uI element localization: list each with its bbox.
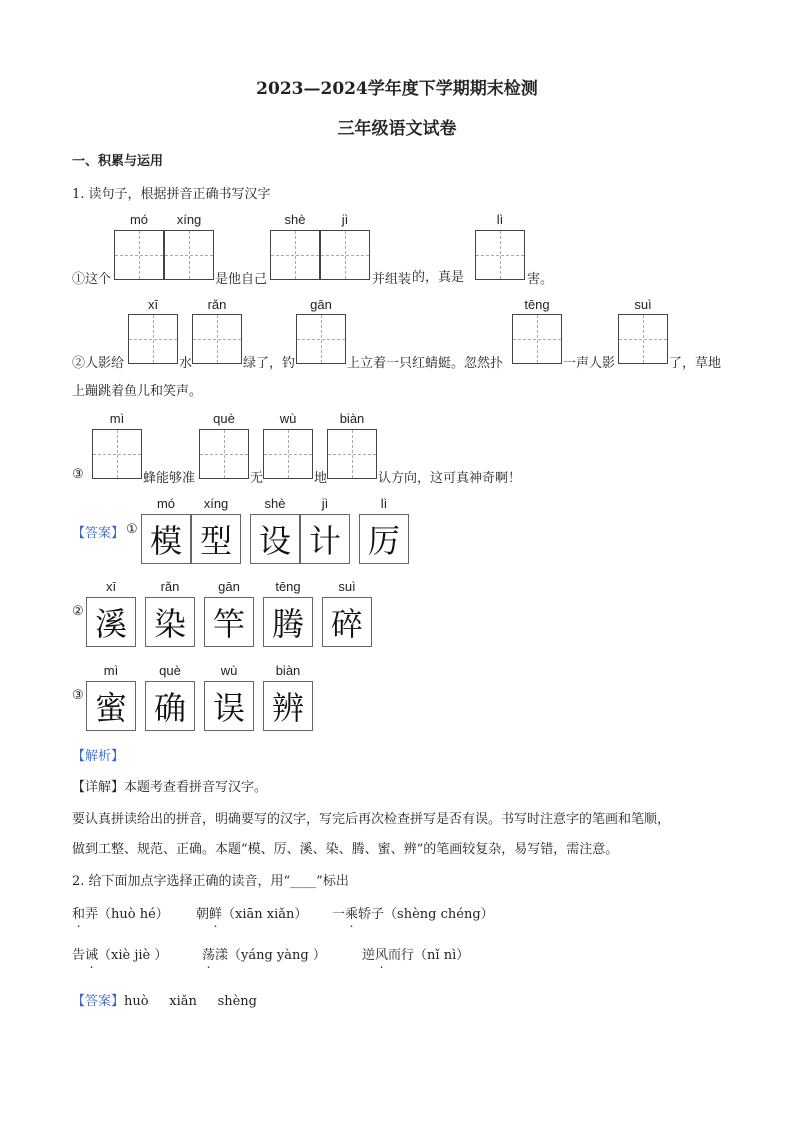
sentence-text: 害。 (527, 272, 554, 287)
item-prefix: 告 (72, 948, 86, 963)
answer-char-box: 计 (300, 514, 350, 564)
pinyin: jì (321, 496, 329, 511)
section-heading: 一、积累与运用 (72, 154, 164, 169)
writing-box[interactable] (270, 230, 320, 280)
item-options: 漾（yáng yàng ） (215, 948, 326, 963)
pinyin: wù (279, 411, 297, 426)
pinyin: mì (109, 411, 125, 426)
pinyin: rǎn (207, 297, 227, 312)
item-options: （xiè jiè ） (98, 948, 168, 963)
pinyin: xíng (203, 496, 229, 511)
dotted-char: 诫 (85, 948, 99, 963)
sentence-text: 上蹦跳着鱼儿和笑声。 (72, 384, 203, 399)
writing-box[interactable] (263, 429, 313, 479)
detail-text: 【详解】本题考查看拼音写汉字。 (72, 780, 268, 795)
answer-char-box: 型 (191, 514, 241, 564)
answer-char-box: 溪 (86, 597, 136, 647)
sentence-text: 是他自己 (215, 272, 268, 287)
writing-box[interactable] (114, 230, 164, 280)
answer-char-box: 碎 (322, 597, 372, 647)
writing-box[interactable] (475, 230, 525, 280)
writing-box[interactable] (199, 429, 249, 479)
answer-marker: ③ (72, 688, 84, 703)
answer-char-box: 设 (250, 514, 300, 564)
sentence-text: 了，草地 (669, 356, 722, 371)
pronunciation-item[interactable] (202, 944, 326, 963)
answer-char-box: 辨 (263, 681, 313, 731)
page-title: 2023—2024学年度下学期期末检测 (256, 79, 538, 99)
pronunciation-item[interactable] (332, 903, 494, 922)
sentence-text: 一声人影 (563, 356, 616, 371)
sentence-text: 蜂能够准 (143, 471, 196, 486)
answer-value: xiǎn (169, 994, 197, 1009)
dotted-char: 风 (375, 948, 389, 963)
pinyin: tēng (275, 579, 301, 594)
pinyin: suì (634, 297, 652, 312)
answer-marker: ① (126, 522, 138, 537)
item-options: 弄（huò hé） (85, 907, 169, 922)
pinyin: mì (103, 663, 119, 678)
sentence-text: ②人影给 (72, 356, 125, 371)
pinyin: gān (218, 579, 240, 594)
sentence-text: ③ (72, 467, 84, 482)
pinyin: shè (284, 212, 306, 227)
sentence-text: 并组装 (372, 272, 412, 287)
item-prefix: 一 (332, 907, 346, 922)
question-2-prompt: 2. 给下面加点字选择正确的读音，用“____”标出 (72, 874, 349, 889)
page-subtitle: 三年级语文试卷 (337, 119, 457, 139)
sentence-text: ①这个 (72, 272, 112, 287)
writing-box[interactable] (512, 314, 562, 364)
pinyin: wù (220, 663, 238, 678)
writing-box[interactable] (92, 429, 142, 479)
sentence-text: 上立着一只红蜻蜓。忽然扑 (347, 356, 504, 371)
answer-value: huò (124, 994, 149, 1009)
sentence-text: 地 (314, 471, 328, 486)
sentence-text: 的，真是 (412, 270, 465, 285)
writing-box[interactable] (327, 429, 377, 479)
answer-char-box: 竿 (204, 597, 254, 647)
pinyin: lì (496, 212, 504, 227)
sentence-text: 水 (179, 356, 193, 371)
item-options: 而行（nǐ nì） (388, 948, 470, 963)
pinyin: shè (264, 496, 286, 511)
pinyin: suì (338, 579, 356, 594)
writing-box[interactable] (128, 314, 178, 364)
question-1-prompt: 1. 读句子，根据拼音正确书写汉字 (72, 187, 271, 202)
writing-box[interactable] (618, 314, 668, 364)
pinyin: jì (341, 212, 349, 227)
pronunciation-item[interactable] (196, 903, 307, 922)
item-options: （xiān xiǎn） (222, 907, 308, 922)
pinyin: què (159, 663, 181, 678)
writing-box[interactable] (320, 230, 370, 280)
dotted-char: 鲜 (209, 907, 223, 922)
analysis-label: 【解析】 (72, 749, 125, 764)
answer-char-box: 模 (141, 514, 191, 564)
answer-char-box: 染 (145, 597, 195, 647)
answer-value: shèng (217, 994, 257, 1009)
answer-marker: ② (72, 604, 84, 619)
answer-char-box: 腾 (263, 597, 313, 647)
item-prefix: 逆 (362, 948, 376, 963)
pinyin: tēng (524, 297, 550, 312)
writing-box[interactable] (192, 314, 242, 364)
pinyin: xíng (176, 212, 202, 227)
sentence-text: 认方向，这可真神奇啊！ (378, 471, 522, 486)
dotted-char: 和 (72, 907, 86, 922)
sentence-text: 无 (250, 471, 264, 486)
answer-label: 【答案】 (72, 526, 125, 541)
pinyin: què (213, 411, 235, 426)
pinyin: biàn (339, 411, 365, 426)
pronunciation-item[interactable] (72, 944, 167, 963)
answer-char-box: 厉 (359, 514, 409, 564)
dotted-char: 乘 (345, 907, 359, 922)
sentence-text: 绿了，钓 (243, 356, 296, 371)
pinyin: xī (147, 297, 159, 312)
pinyin: lì (380, 496, 388, 511)
pronunciation-item[interactable] (72, 903, 169, 922)
answer-char-box: 误 (204, 681, 254, 731)
dotted-char: 荡 (202, 948, 216, 963)
pinyin: xī (105, 579, 117, 594)
explanation-line: 做到工整、规范、正确。本题“模、厉、溪、染、腾、蜜、辨”的笔画较复杂，易写错，需注意。 (72, 842, 619, 857)
pinyin: rǎn (160, 579, 180, 594)
pinyin: biàn (275, 663, 301, 678)
item-prefix: 朝 (196, 907, 210, 922)
pronunciation-item[interactable] (362, 944, 469, 963)
writing-box[interactable] (296, 314, 346, 364)
question-2-answer (72, 990, 257, 1009)
explanation-line: 要认真拼读给出的拼音，明确要写的汉字，写完后再次检查拼写是否有误。书写时注意字的笔画和笔顺， (72, 812, 671, 827)
item-options: 轿子（shèng chéng） (358, 907, 494, 922)
answer-char-box: 确 (145, 681, 195, 731)
pinyin: mó (129, 212, 149, 227)
writing-box[interactable] (164, 230, 214, 280)
answer-label: 【答案】 (72, 994, 125, 1009)
pinyin: mó (156, 496, 176, 511)
answer-char-box: 蜜 (86, 681, 136, 731)
pinyin: gān (310, 297, 332, 312)
